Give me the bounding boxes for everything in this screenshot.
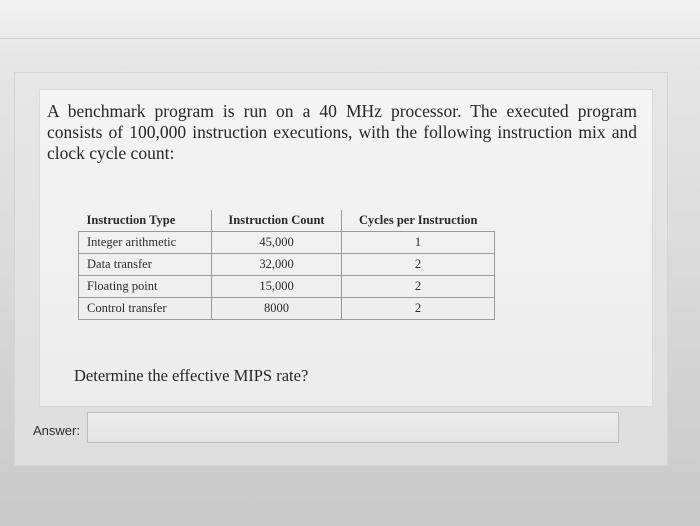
answer-label: Answer: xyxy=(33,423,80,438)
cell-count: 45,000 xyxy=(212,232,342,254)
question-panel xyxy=(14,72,668,466)
table-row xyxy=(79,254,495,276)
table-row xyxy=(79,276,495,298)
cell-count: 15,000 xyxy=(212,276,342,298)
header-instruction-type: Instruction Type xyxy=(79,210,212,232)
question-prompt: Determine the effective MIPS rate? xyxy=(74,366,309,385)
cell-type: Control transfer xyxy=(79,298,212,320)
cell-cpi: 2 xyxy=(342,276,495,298)
instruction-mix-table xyxy=(78,210,495,320)
cell-cpi: 2 xyxy=(342,254,495,276)
cell-cpi: 1 xyxy=(342,232,495,254)
header-instruction-count: Instruction Count xyxy=(212,210,342,232)
table-row xyxy=(79,232,495,254)
question-card xyxy=(39,89,653,407)
table-row xyxy=(79,298,495,320)
header-cycles-per-instruction: Cycles per Instruction xyxy=(342,210,495,232)
cell-type: Data transfer xyxy=(79,254,212,276)
question-text: A benchmark program is run on a 40 MHz processor. The executed program consists of 100,000 instruction executions, with the following instruction mix and clock cycle count: xyxy=(47,101,637,163)
table-header-row xyxy=(79,210,495,232)
header-band xyxy=(0,0,700,70)
cell-type: Floating point xyxy=(79,276,212,298)
divider xyxy=(0,38,700,39)
cell-cpi: 2 xyxy=(342,298,495,320)
answer-input[interactable] xyxy=(87,412,619,443)
cell-count: 8000 xyxy=(212,298,342,320)
cell-type: Integer arithmetic xyxy=(79,232,212,254)
cell-count: 32,000 xyxy=(212,254,342,276)
